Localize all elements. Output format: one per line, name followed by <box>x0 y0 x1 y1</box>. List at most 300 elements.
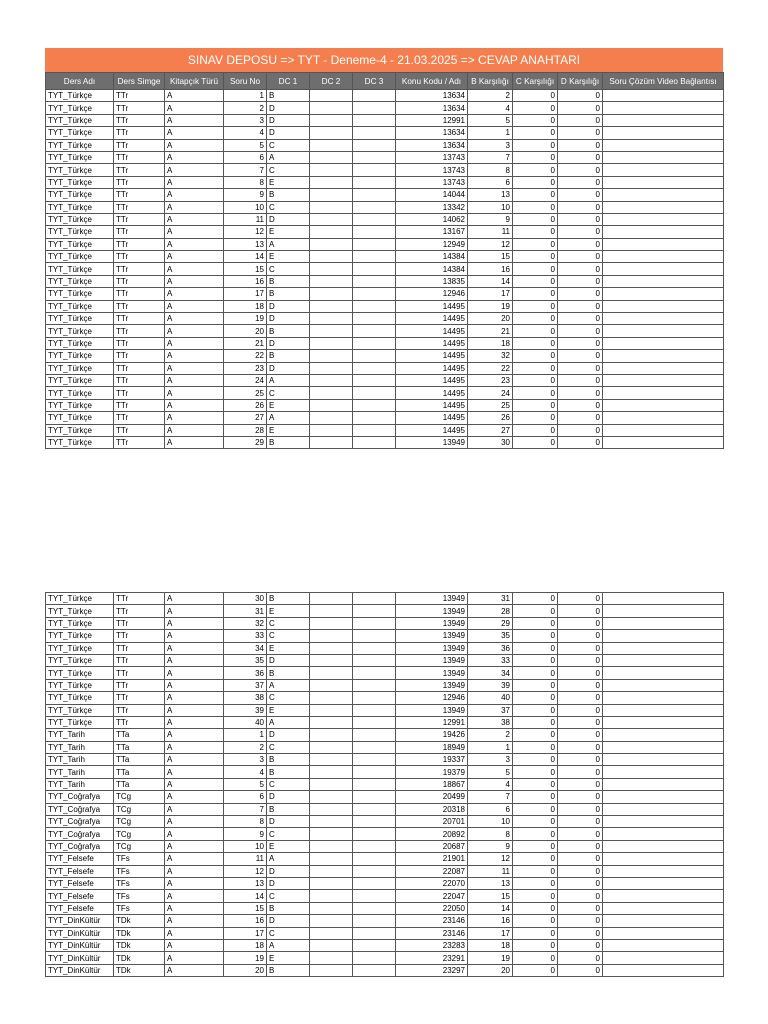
table-cell: TTr <box>114 151 165 163</box>
table-cell <box>310 399 353 411</box>
table-cell: 33 <box>468 654 513 666</box>
table-cell: A <box>165 654 224 666</box>
table-cell: 8 <box>224 816 267 828</box>
table-cell: 0 <box>558 263 603 275</box>
table-cell: TYT_Türkçe <box>46 300 114 312</box>
table-cell <box>603 692 724 704</box>
table-cell: 14495 <box>396 350 468 362</box>
table-cell: 0 <box>513 424 558 436</box>
table-cell: 9 <box>224 189 267 201</box>
table-cell: 13 <box>224 238 267 250</box>
table-cell: TCg <box>114 791 165 803</box>
table-row <box>46 890 724 902</box>
table-cell <box>353 213 396 225</box>
table-cell: TYT_Coğrafya <box>46 791 114 803</box>
table-cell: TYT_Türkçe <box>46 679 114 691</box>
table-cell: TYT_Türkçe <box>46 692 114 704</box>
table-row <box>46 902 724 914</box>
table-cell: TTa <box>114 766 165 778</box>
table-cell: 0 <box>513 915 558 927</box>
table-cell: A <box>165 915 224 927</box>
table-cell <box>603 213 724 225</box>
table-cell <box>603 325 724 337</box>
table-cell <box>603 114 724 126</box>
table-cell: 0 <box>558 605 603 617</box>
table-cell: A <box>165 399 224 411</box>
table-cell: D <box>267 313 310 325</box>
table-cell: 0 <box>513 114 558 126</box>
table-cell: 8 <box>468 164 513 176</box>
table-cell: 0 <box>513 939 558 951</box>
table-cell <box>353 642 396 654</box>
table-cell: 5 <box>468 766 513 778</box>
table-cell: 0 <box>558 716 603 728</box>
table-cell: 7 <box>468 151 513 163</box>
table-cell: TDk <box>114 964 165 976</box>
table-cell: 0 <box>558 288 603 300</box>
table-cell: A <box>165 964 224 976</box>
table-cell: TYT_Türkçe <box>46 114 114 126</box>
table-cell: TTr <box>114 337 165 349</box>
table-cell: 0 <box>513 890 558 902</box>
table-cell: D <box>267 213 310 225</box>
table-cell: 28 <box>224 424 267 436</box>
table-cell: 29 <box>224 436 267 448</box>
table-cell: TFs <box>114 877 165 889</box>
table-cell: 13634 <box>396 139 468 151</box>
table-cell: TYT_Türkçe <box>46 238 114 250</box>
table-cell: 17 <box>468 927 513 939</box>
table-cell <box>310 139 353 151</box>
table-cell: TTr <box>114 238 165 250</box>
table-cell <box>310 816 353 828</box>
table-cell <box>353 127 396 139</box>
table-cell: 0 <box>513 337 558 349</box>
table-cell: 5 <box>224 139 267 151</box>
table-cell: A <box>165 412 224 424</box>
table-cell: D <box>267 127 310 139</box>
table-cell: TTr <box>114 679 165 691</box>
table-cell: A <box>165 350 224 362</box>
table-cell <box>310 877 353 889</box>
table-row <box>46 778 724 790</box>
table-cell: TDk <box>114 915 165 927</box>
table-cell: TYT_Felsefe <box>46 853 114 865</box>
table-cell: 0 <box>513 90 558 102</box>
table-cell: TYT_Türkçe <box>46 164 114 176</box>
table-cell: 14495 <box>396 387 468 399</box>
table-cell <box>603 716 724 728</box>
table-cell: TYT_Türkçe <box>46 275 114 287</box>
table-cell: 14044 <box>396 189 468 201</box>
table-cell: 0 <box>558 939 603 951</box>
column-header: Konu Kodu / Adı <box>396 73 468 90</box>
table-cell: E <box>267 642 310 654</box>
table-cell: 27 <box>224 412 267 424</box>
table-row <box>46 213 724 225</box>
table-cell: TTr <box>114 300 165 312</box>
table-cell: 20499 <box>396 791 468 803</box>
table-cell: 0 <box>513 151 558 163</box>
table-cell: B <box>267 754 310 766</box>
table-cell: 14 <box>468 902 513 914</box>
table-cell: 12 <box>224 226 267 238</box>
table-cell: A <box>165 300 224 312</box>
table-cell: 4 <box>468 102 513 114</box>
table-cell: 0 <box>558 201 603 213</box>
table-cell: TYT_Türkçe <box>46 667 114 679</box>
table-cell: TTr <box>114 387 165 399</box>
table-cell: 29 <box>468 617 513 629</box>
table-cell: 31 <box>468 593 513 605</box>
table-cell <box>603 424 724 436</box>
table-cell <box>353 605 396 617</box>
table-cell <box>603 617 724 629</box>
table-cell <box>603 840 724 852</box>
table-cell: TTr <box>114 654 165 666</box>
table-cell: TYT_DinKültür <box>46 915 114 927</box>
table-cell <box>310 164 353 176</box>
table-cell: 13835 <box>396 275 468 287</box>
table-cell: TTr <box>114 263 165 275</box>
table-cell: D <box>267 300 310 312</box>
table-cell <box>603 803 724 815</box>
table-cell: 0 <box>558 275 603 287</box>
table-cell: 24 <box>468 387 513 399</box>
table-cell <box>603 139 724 151</box>
table-cell <box>603 927 724 939</box>
table-cell: A <box>165 803 224 815</box>
column-header: Soru Çözüm Video Bağlantısı <box>603 73 724 90</box>
table-cell: A <box>267 939 310 951</box>
table-cell <box>310 151 353 163</box>
table-cell: E <box>267 424 310 436</box>
table-cell: 13949 <box>396 593 468 605</box>
table-cell: TYT_DinKültür <box>46 964 114 976</box>
table-cell: A <box>165 642 224 654</box>
table-cell: 0 <box>513 362 558 374</box>
table-cell: A <box>165 828 224 840</box>
table-cell: 12949 <box>396 238 468 250</box>
table-cell: 18 <box>468 337 513 349</box>
table-cell: 20687 <box>396 840 468 852</box>
table-cell: TTr <box>114 630 165 642</box>
table-cell <box>310 374 353 386</box>
table-row <box>46 226 724 238</box>
table-cell <box>310 263 353 275</box>
table-cell: A <box>165 667 224 679</box>
table-cell: TTr <box>114 176 165 188</box>
table-cell: 0 <box>558 964 603 976</box>
table-cell <box>603 816 724 828</box>
table-cell <box>310 927 353 939</box>
table-row <box>46 828 724 840</box>
table-cell: 20 <box>224 325 267 337</box>
table-cell: TYT_Tarih <box>46 778 114 790</box>
table-cell: 1 <box>468 127 513 139</box>
table-cell <box>603 915 724 927</box>
table-cell: E <box>267 952 310 964</box>
table-cell <box>310 828 353 840</box>
table-cell: TYT_Türkçe <box>46 362 114 374</box>
table-cell: TYT_Coğrafya <box>46 803 114 815</box>
table-cell: B <box>267 350 310 362</box>
table-cell: TYT_Türkçe <box>46 139 114 151</box>
table-row <box>46 424 724 436</box>
table-cell <box>310 915 353 927</box>
table-cell <box>603 337 724 349</box>
table-cell: TTr <box>114 275 165 287</box>
table-cell: 16 <box>224 275 267 287</box>
table-cell: 1 <box>468 741 513 753</box>
table-cell <box>310 176 353 188</box>
table-cell: 9 <box>468 213 513 225</box>
table-cell: A <box>165 939 224 951</box>
table-cell: 4 <box>224 127 267 139</box>
table-cell: TYT_Türkçe <box>46 654 114 666</box>
table-cell: TCg <box>114 840 165 852</box>
table-cell: A <box>267 716 310 728</box>
table-cell: B <box>267 189 310 201</box>
table-cell <box>310 803 353 815</box>
table-row <box>46 853 724 865</box>
table-cell <box>310 729 353 741</box>
table-cell <box>310 840 353 852</box>
table-row <box>46 337 724 349</box>
table-cell: TYT_Tarih <box>46 766 114 778</box>
table-cell: 38 <box>224 692 267 704</box>
table-cell: B <box>267 90 310 102</box>
table-cell <box>353 275 396 287</box>
table-row <box>46 201 724 213</box>
table-cell: TTr <box>114 313 165 325</box>
table-cell: TYT_Türkçe <box>46 436 114 448</box>
table-cell: 0 <box>513 803 558 815</box>
table-row <box>46 964 724 976</box>
table-cell: B <box>267 288 310 300</box>
table-cell: 14495 <box>396 424 468 436</box>
table-cell: TTa <box>114 741 165 753</box>
table-cell <box>353 300 396 312</box>
table-cell: 20701 <box>396 816 468 828</box>
table-cell <box>353 828 396 840</box>
table-cell <box>603 964 724 976</box>
table-cell: C <box>267 692 310 704</box>
table-cell <box>353 791 396 803</box>
table-row <box>46 642 724 654</box>
table-cell: 18 <box>224 300 267 312</box>
table-cell: 37 <box>224 679 267 691</box>
table-cell <box>603 828 724 840</box>
table-row <box>46 313 724 325</box>
table-cell: TCg <box>114 828 165 840</box>
table-cell <box>353 436 396 448</box>
table-cell: 37 <box>468 704 513 716</box>
table-cell: 39 <box>468 679 513 691</box>
table-cell: 0 <box>513 617 558 629</box>
table-cell: 15 <box>224 902 267 914</box>
table-cell <box>603 754 724 766</box>
table-cell: A <box>165 593 224 605</box>
table-cell <box>603 605 724 617</box>
table-cell: A <box>165 952 224 964</box>
table-cell: 20 <box>468 964 513 976</box>
table-cell: TYT_Türkçe <box>46 412 114 424</box>
table-cell: 32 <box>224 617 267 629</box>
answer-key-sheet-2 <box>45 592 723 977</box>
table-cell <box>353 288 396 300</box>
table-cell <box>310 350 353 362</box>
table-cell: 0 <box>558 952 603 964</box>
table-cell <box>603 654 724 666</box>
table-cell: 0 <box>558 337 603 349</box>
table-cell <box>603 877 724 889</box>
table-cell <box>310 90 353 102</box>
table-cell: TYT_Türkçe <box>46 337 114 349</box>
table-cell: A <box>165 238 224 250</box>
table-cell: TTr <box>114 667 165 679</box>
table-cell <box>603 766 724 778</box>
table-cell: 30 <box>224 593 267 605</box>
table-cell <box>603 729 724 741</box>
table-cell: 0 <box>513 436 558 448</box>
table-cell: 0 <box>558 139 603 151</box>
table-cell: TFs <box>114 853 165 865</box>
table-cell <box>310 853 353 865</box>
table-cell: 5 <box>224 778 267 790</box>
table-cell <box>603 778 724 790</box>
table-cell <box>603 189 724 201</box>
table-cell <box>310 313 353 325</box>
table-cell <box>353 803 396 815</box>
table-cell: TTr <box>114 201 165 213</box>
table-cell <box>353 778 396 790</box>
table-cell: 38 <box>468 716 513 728</box>
table-row <box>46 399 724 411</box>
table-cell: 0 <box>558 890 603 902</box>
table-cell: A <box>165 729 224 741</box>
table-cell: 14495 <box>396 399 468 411</box>
table-cell: 9 <box>224 828 267 840</box>
table-cell: TFs <box>114 865 165 877</box>
table-cell: 0 <box>513 902 558 914</box>
table-cell: 0 <box>513 630 558 642</box>
table-cell: 7 <box>224 803 267 815</box>
table-cell <box>353 164 396 176</box>
table-row <box>46 288 724 300</box>
table-cell: 0 <box>558 325 603 337</box>
table-cell <box>310 189 353 201</box>
table-cell: 0 <box>558 436 603 448</box>
table-cell: 20 <box>468 313 513 325</box>
table-row <box>46 436 724 448</box>
table-cell: 0 <box>558 593 603 605</box>
table-cell: TYT_Türkçe <box>46 399 114 411</box>
table-cell: 25 <box>468 399 513 411</box>
table-cell: 0 <box>513 313 558 325</box>
table-cell: 17 <box>468 288 513 300</box>
table-cell: 0 <box>513 816 558 828</box>
table-cell: TYT_Türkçe <box>46 127 114 139</box>
table-cell: A <box>165 114 224 126</box>
table-cell: 36 <box>468 642 513 654</box>
table-cell: 19 <box>224 952 267 964</box>
table-cell: 21901 <box>396 853 468 865</box>
table-cell: 16 <box>468 263 513 275</box>
table-cell: TTr <box>114 593 165 605</box>
table-cell <box>603 127 724 139</box>
table-cell: 18867 <box>396 778 468 790</box>
table-cell <box>310 630 353 642</box>
table-cell: 0 <box>558 238 603 250</box>
table-cell <box>353 593 396 605</box>
table-cell: 0 <box>513 387 558 399</box>
table-cell: A <box>165 201 224 213</box>
table-row <box>46 251 724 263</box>
table-cell: 0 <box>513 679 558 691</box>
table-cell: 20318 <box>396 803 468 815</box>
table-cell <box>310 766 353 778</box>
table-cell: D <box>267 877 310 889</box>
table-cell <box>353 201 396 213</box>
table-cell <box>603 275 724 287</box>
table-cell: 0 <box>513 593 558 605</box>
table-cell <box>353 399 396 411</box>
table-cell: 7 <box>224 164 267 176</box>
table-cell <box>353 865 396 877</box>
table-cell <box>310 288 353 300</box>
table-cell: 34 <box>224 642 267 654</box>
table-cell: D <box>267 102 310 114</box>
table-cell <box>310 201 353 213</box>
table-cell: 35 <box>224 654 267 666</box>
table-cell: 33 <box>224 630 267 642</box>
table-cell: A <box>165 630 224 642</box>
table-cell: B <box>267 325 310 337</box>
table-cell: 0 <box>558 102 603 114</box>
table-cell: A <box>165 139 224 151</box>
table-cell <box>353 374 396 386</box>
table-row <box>46 238 724 250</box>
table-cell <box>353 90 396 102</box>
table-cell: C <box>267 201 310 213</box>
table-cell: 0 <box>513 238 558 250</box>
answer-key-table-2 <box>45 592 724 977</box>
table-cell: 0 <box>558 791 603 803</box>
table-cell: TYT_Felsefe <box>46 865 114 877</box>
table-cell: TTa <box>114 754 165 766</box>
table-cell <box>310 679 353 691</box>
table-cell: 15 <box>224 263 267 275</box>
table-cell <box>603 642 724 654</box>
table-row <box>46 692 724 704</box>
table-cell: TYT_Türkçe <box>46 263 114 275</box>
table-cell: 13949 <box>396 704 468 716</box>
table-cell: TYT_Felsefe <box>46 902 114 914</box>
table-cell: 0 <box>558 741 603 753</box>
table-cell: 17 <box>224 288 267 300</box>
table-cell <box>353 251 396 263</box>
table-cell <box>603 288 724 300</box>
table-cell: B <box>267 593 310 605</box>
table-cell: A <box>165 325 224 337</box>
table-row <box>46 605 724 617</box>
table-cell: A <box>165 424 224 436</box>
table-cell: 3 <box>468 754 513 766</box>
table-cell: A <box>165 436 224 448</box>
table-cell <box>353 263 396 275</box>
table-cell: 0 <box>558 226 603 238</box>
